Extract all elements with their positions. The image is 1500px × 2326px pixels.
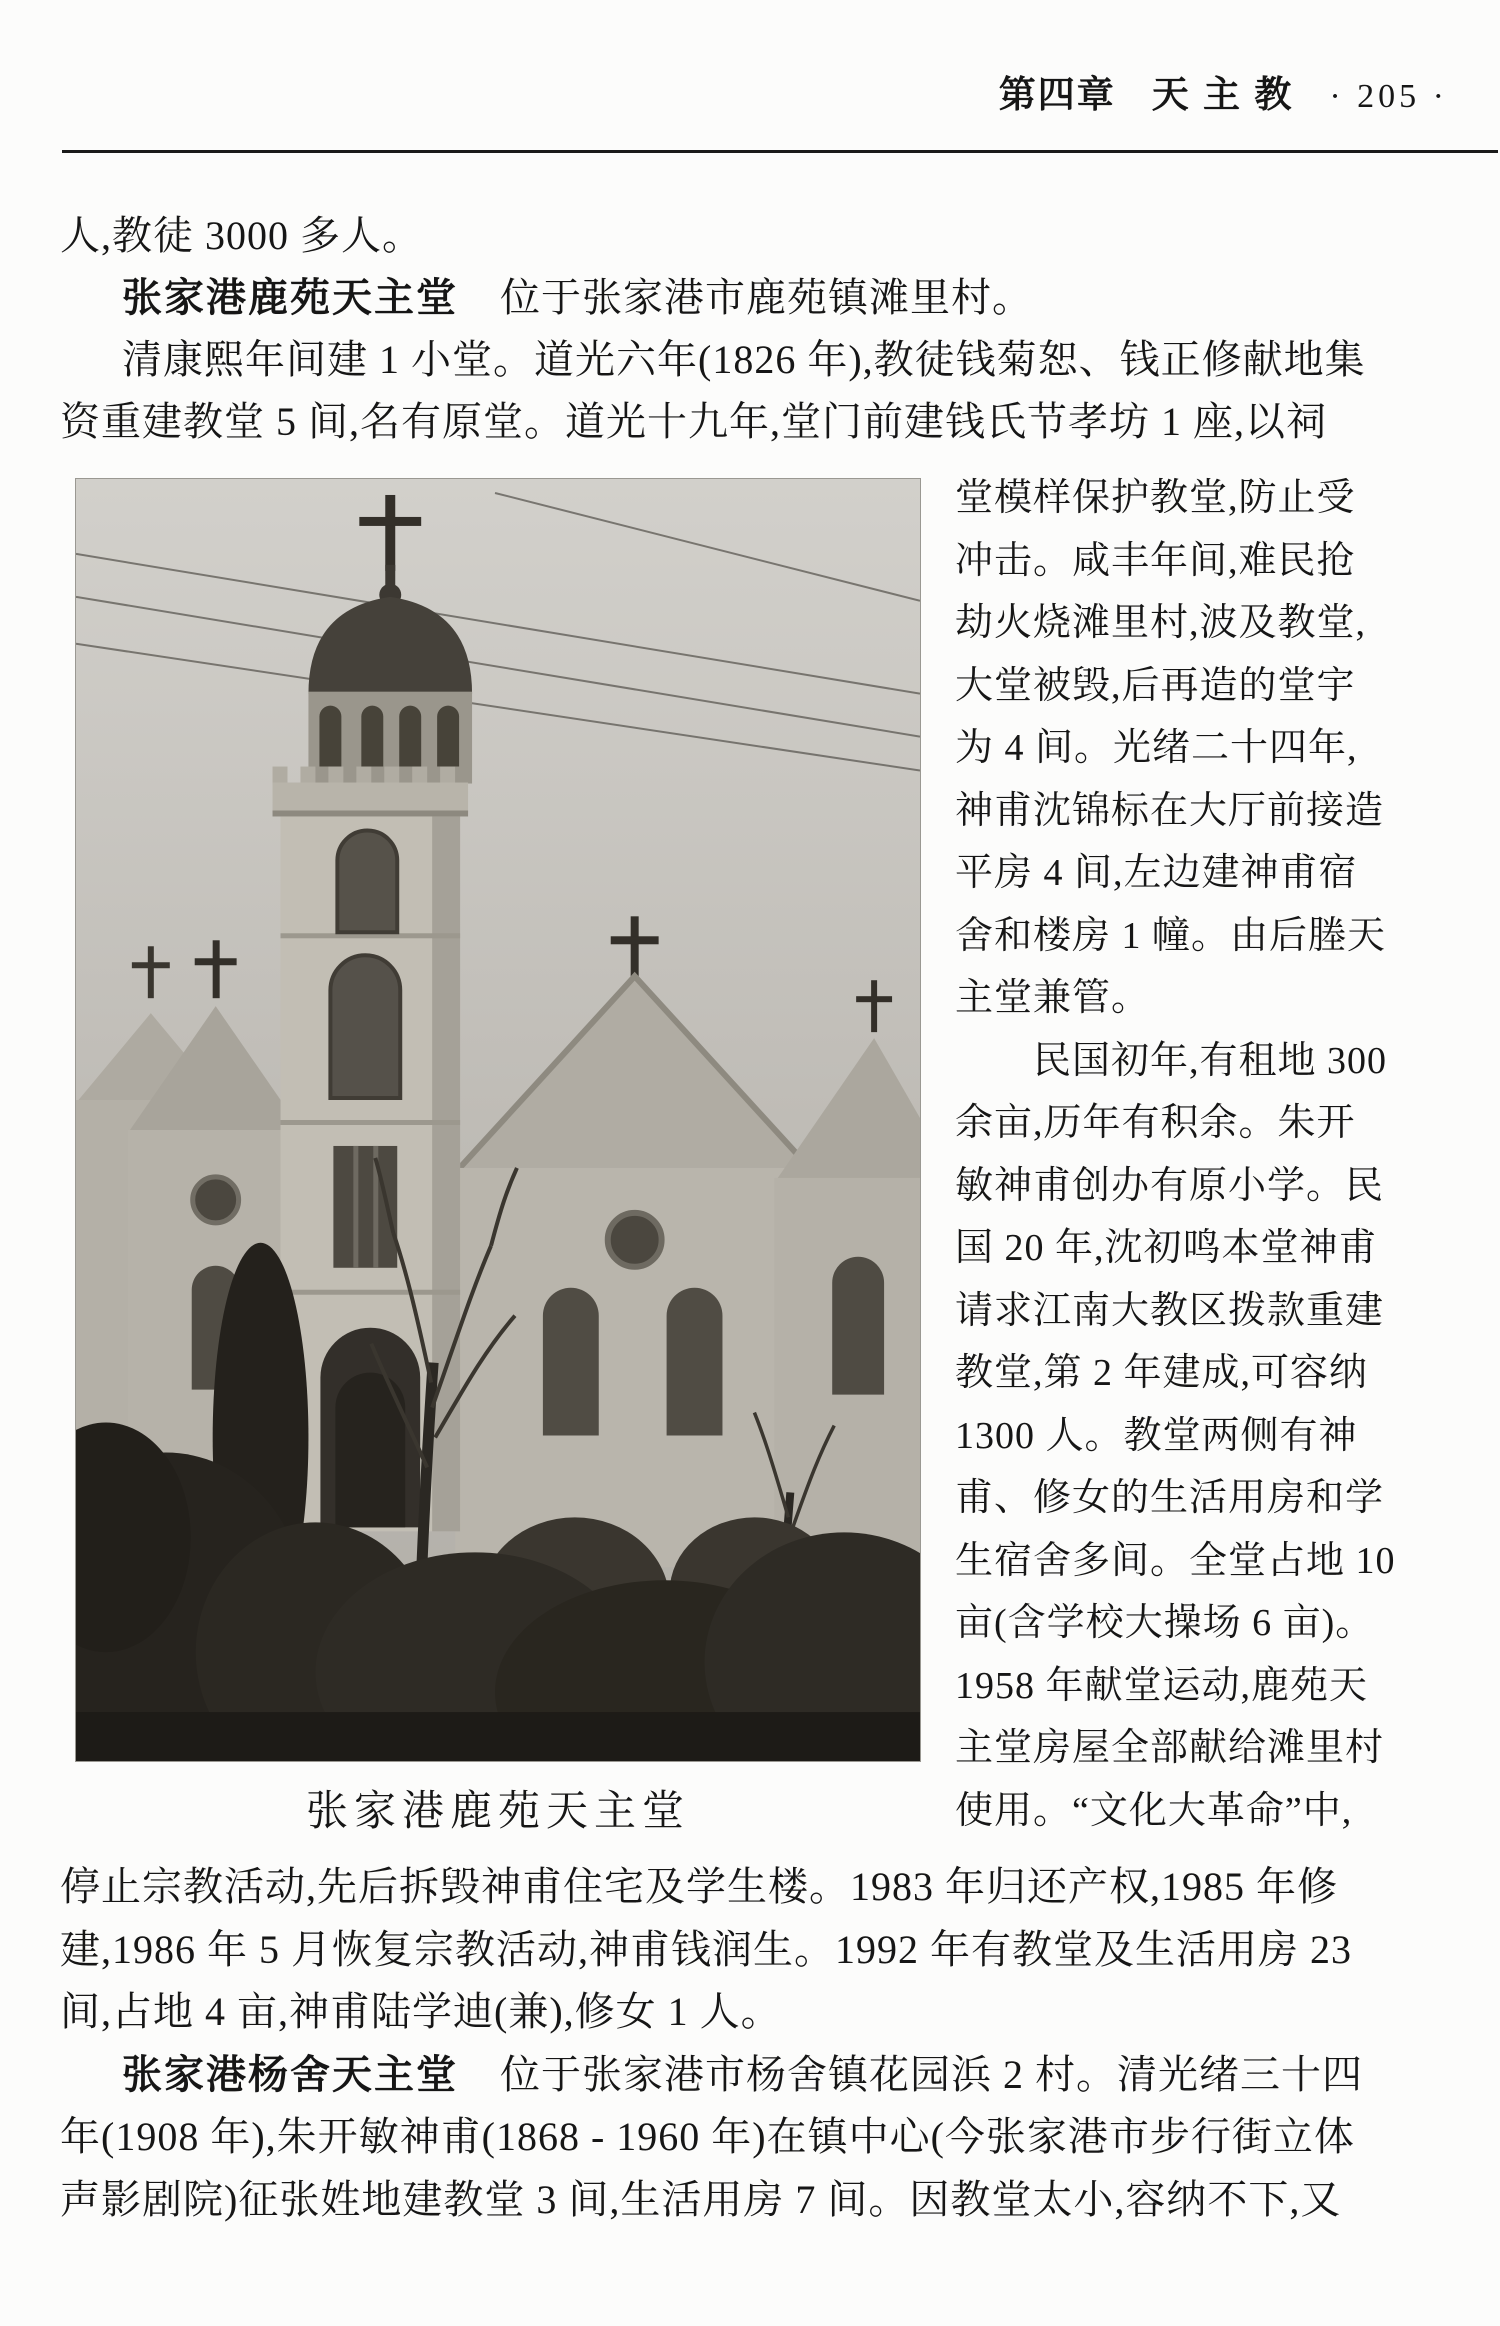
text-line: 劫火烧滩里村,波及教堂,	[955, 602, 1367, 644]
text-line: 为 4 间。光绪二十四年,	[955, 727, 1358, 769]
intro-paragraphs	[60, 205, 1460, 453]
text-line: 停止宗教活动,先后拆毁神甫住宅及学生楼。1983 年归还产权,1985 年修	[60, 1864, 1338, 1909]
church-photo	[75, 478, 921, 1762]
text-line: 民国初年,有租地 300	[955, 1039, 1388, 1082]
page-number: · 205 ·	[1329, 78, 1448, 115]
text-line: 年(1908 年),朱开敏神甫(1868 - 1960 年)在镇中心(今张家港市步行街立体	[60, 2114, 1355, 2159]
text-line: 甫、修女的生活用房和学	[955, 1477, 1385, 1519]
text-line: 声影剧院)征张姓地建教堂 3 间,生活用房 7 间。因教堂太小,容纳不下,又	[60, 2176, 1342, 2222]
text-line: 主堂兼管。	[955, 977, 1151, 1019]
text-line: 清康熙年间建 1 小堂。道光六年(1826 年),教徒钱菊恕、钱正修献地集	[122, 337, 1366, 382]
entry-heading-line	[60, 2044, 1470, 2107]
section-title: 天 主 教	[1151, 74, 1294, 115]
text-line: 人,教徒 3000 多人。	[60, 213, 423, 258]
text-line: 冲击。咸丰年间,难民抢	[955, 539, 1356, 582]
entry-title-luyuan: 张家港鹿苑天主堂	[122, 276, 458, 320]
church-photo-figure	[75, 478, 921, 1838]
entry-title-yangshe: 张家港杨舍天主堂	[122, 2052, 458, 2097]
text-line: 主堂房屋全部献给滩里村	[955, 1727, 1385, 1769]
text-line: 教堂,第 2 年建成,可容纳	[955, 1352, 1369, 1394]
header-rule	[62, 150, 1498, 153]
text-line: 堂模样保护教堂,防止受	[955, 477, 1356, 519]
entry-intro-yangshe: 位于张家港市杨舍镇花园浜 2 村。清光绪三十四	[500, 2051, 1363, 2097]
text-line: 使用。“文化大革命”中,	[955, 1789, 1353, 1832]
text-line: 神甫沈锦标在大厅前接造	[955, 789, 1385, 832]
text-line: 国 20 年,沈初鸣本堂神甫	[955, 1227, 1378, 1269]
photo-caption: 张家港鹿苑天主堂	[305, 1789, 690, 1835]
text-line: 间,占地 4 亩,神甫陆学迪(兼),修女 1 人。	[60, 1989, 782, 2034]
text-line: 请求江南大教区拨款重建	[955, 1289, 1385, 1332]
page-header	[999, 64, 1448, 118]
text-line: 生宿舍多间。全堂占地 10	[955, 1539, 1396, 1582]
text-line: 大堂被毁,后再造的堂宇	[955, 664, 1356, 707]
text-line: 舍和楼房 1 幢。由后塍天	[955, 914, 1387, 957]
text-line: 亩(含学校大操场 6 亩)。	[955, 1602, 1375, 1644]
text-line: 平房 4 间,左边建神甫宿	[955, 852, 1358, 894]
entry-intro-luyuan: 位于张家港市鹿苑镇滩里村。	[500, 275, 1033, 320]
church-photo-illustration	[76, 479, 920, 1761]
text-line: 建,1986 年 5 月恢复宗教活动,神甫钱润生。1992 年有教堂及生活用房 23	[60, 1926, 1352, 1972]
text-line: 资重建教堂 5 间,名有原堂。道光十九年,堂门前建钱氏节孝坊 1 座,以祠	[60, 399, 1327, 444]
entry-heading-line	[60, 267, 1460, 329]
text-line: 余亩,历年有积余。朱开	[955, 1102, 1356, 1144]
text-line: 1958 年献堂运动,鹿苑天	[955, 1664, 1369, 1707]
side-column	[955, 467, 1465, 1842]
text-line: 敏神甫创办有原小学。民	[955, 1164, 1385, 1207]
chapter-title: 第四章	[998, 74, 1116, 115]
text-line: 1300 人。教堂两侧有神	[955, 1414, 1358, 1457]
closing-paragraphs	[60, 1856, 1470, 2231]
